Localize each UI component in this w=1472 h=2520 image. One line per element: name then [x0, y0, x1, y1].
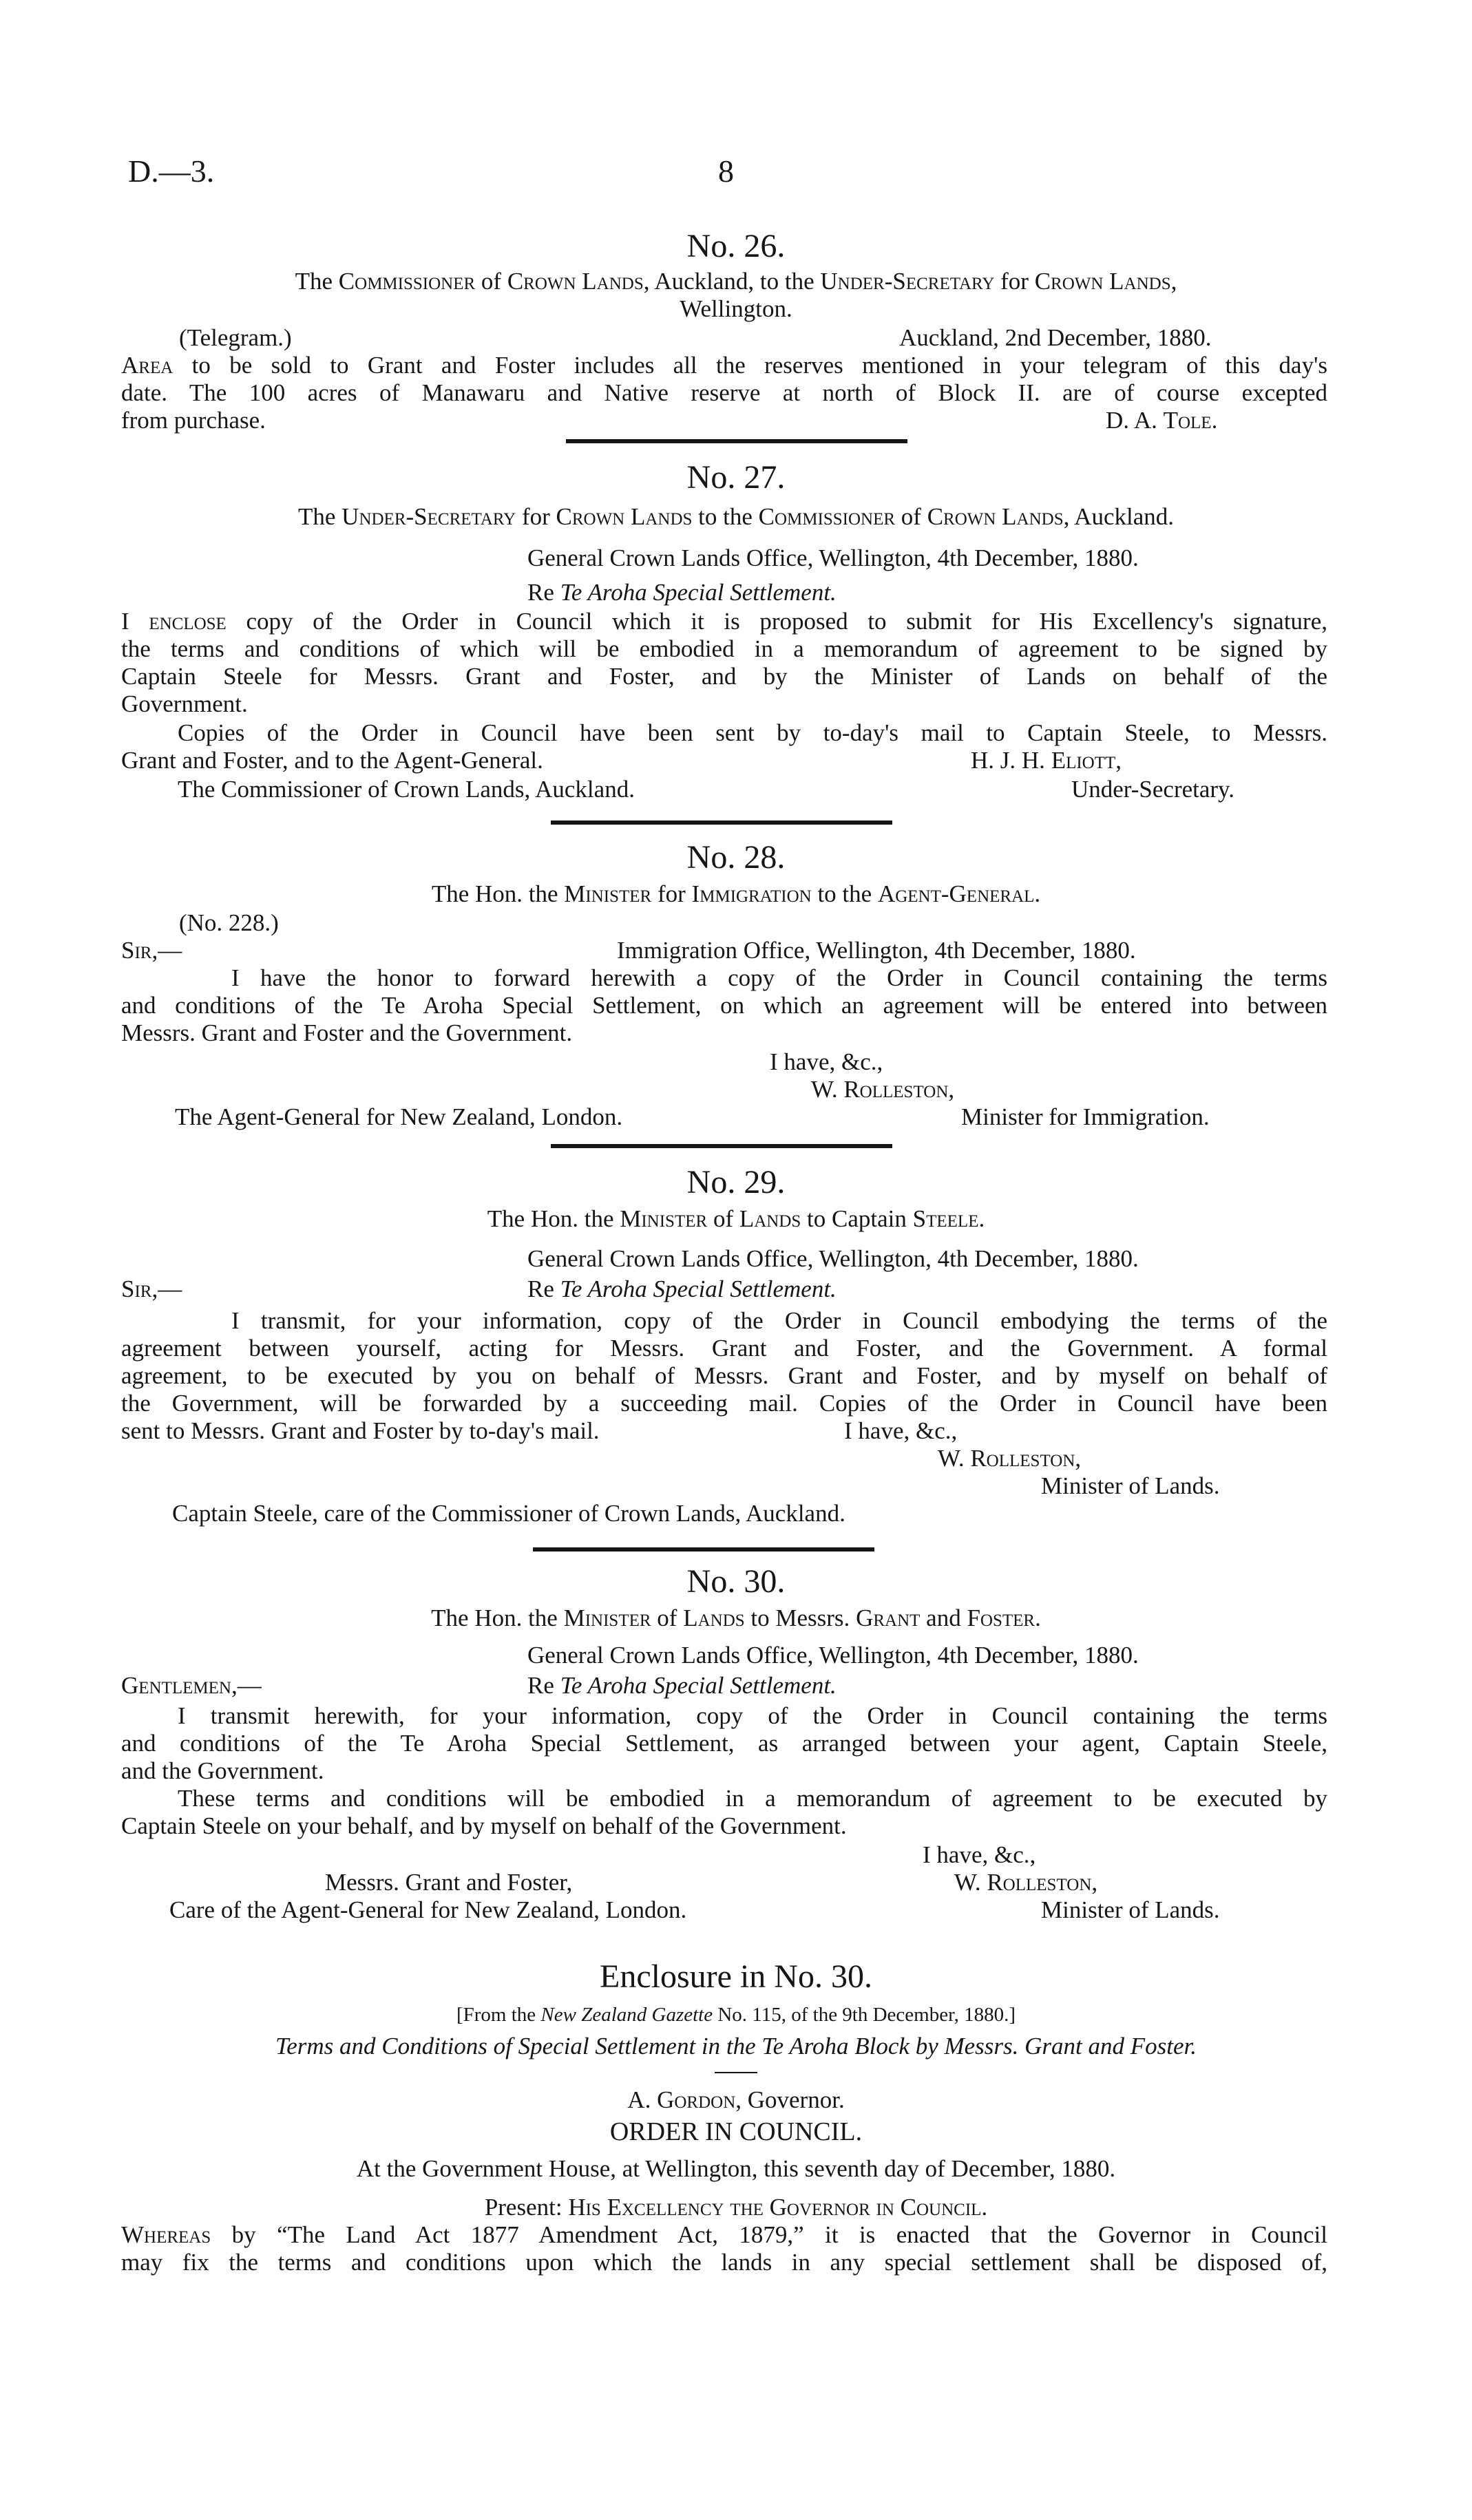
heading-no-27: No. 27. [686, 459, 786, 496]
short-divider [715, 2072, 757, 2073]
no30-body-line: I transmit herewith, for your information, copy of the Order in Council containing the terms [178, 1702, 1327, 1729]
heading-no-28: No. 28. [686, 839, 786, 876]
no29-place-date: General Crown Lands Office, Wellington, 4th December, 1880. [527, 1245, 1139, 1272]
no29-re-line: Re Te Aroha Special Settlement. [527, 1275, 837, 1302]
no30-addressee-line2: Care of the Agent-General for New Zealand, London. [169, 1896, 687, 1923]
no28-body-line: and conditions of the Te Aroha Special Settlement, on which an agreement will be entered into between [121, 992, 1327, 1019]
no27-body-line: Government. [121, 690, 248, 717]
no27-body-line: the terms and conditions of which will be embodied in a memorandum of agreement to be signed by [121, 635, 1327, 662]
no30-body-line: and the Government. [121, 1757, 324, 1784]
no27-body-line: Grant and Foster, and to the Agent-General. [121, 747, 543, 774]
no30-title: The Hon. the Minister of Lands to Messrs. Grant and Foster. [431, 1605, 1041, 1631]
no26-telegram-label: (Telegram.) [179, 324, 292, 351]
no30-closing: I have, &c., [923, 1841, 1036, 1868]
no27-body-line: Captain Steele for Messrs. Grant and Foster, and by the Minister of Lands on behalf of the [121, 663, 1327, 690]
heading-no-29: No. 29. [686, 1164, 786, 1200]
enclosure-body-line: may fix the terms and conditions upon which the lands in any special settlement shall be disposed of, [121, 2249, 1327, 2276]
no29-body-line: sent to Messrs. Grant and Foster by to-day's mail. [121, 1417, 600, 1444]
no26-body-line: from purchase. [121, 407, 266, 434]
no29-signature-title: Minister of Lands. [1041, 1472, 1220, 1499]
heading-no-26: No. 26. [686, 228, 786, 264]
no26-signature: D. A. Tole. [1106, 407, 1218, 434]
no28-addressee: The Agent-General for New Zealand, London. [175, 1103, 623, 1130]
enclosure-body-line: Whereas by “The Land Act 1877 Amendment Act, 1879,” it is enacted that the Governor in Council [121, 2221, 1327, 2248]
no27-title: The Under-Secretary for Crown Lands to the Commissioner of Crown Lands, Auckland. [298, 503, 1174, 530]
no26-title: The Commissioner of Crown Lands, Auckland, to the Under-Secretary for Crown Lands, [295, 268, 1177, 295]
no27-re-line: Re Te Aroha Special Settlement. [527, 579, 837, 606]
no30-addressee: Messrs. Grant and Foster, [325, 1869, 573, 1896]
no29-title: The Hon. the Minister of Lands to Captain Steele. [487, 1205, 985, 1232]
section-divider [533, 1547, 874, 1552]
no28-place-date: Immigration Office, Wellington, 4th December, 1880. [617, 937, 1136, 964]
enclosure-governor: A. Gordon, Governor. [627, 2086, 845, 2113]
no28-number: (No. 228.) [179, 909, 279, 936]
no27-place-date: General Crown Lands Office, Wellington, 4th December, 1880. [527, 544, 1139, 571]
no30-salutation: Gentlemen,— [121, 1672, 262, 1699]
no27-signature: H. J. H. Eliott, [971, 747, 1122, 774]
no27-addressee: The Commissioner of Crown Lands, Auckland. [178, 776, 635, 803]
no26-body-line: date. The 100 acres of Manawaru and Native reserve at north of Block II. are of course excepted [121, 379, 1327, 406]
no28-signature: W. Rolleston, [811, 1076, 955, 1103]
no27-body-line: Copies of the Order in Council have been sent by to-day's mail to Captain Steele, to Messrs. [178, 719, 1327, 746]
no29-body-line: I transmit, for your information, copy of the Order in Council embodying the terms of the [231, 1307, 1327, 1334]
no27-signature-title: Under-Secretary. [1071, 776, 1235, 803]
no28-body-line: Messrs. Grant and Foster and the Government. [121, 1019, 573, 1046]
no28-title: The Hon. the Minister for Immigration to the Agent-General. [431, 880, 1041, 907]
enclosure-terms-title: Terms and Conditions of Special Settlement in the Te Aroha Block by Messrs. Grant and Foster. [275, 2033, 1197, 2060]
page-number: 8 [718, 153, 734, 189]
no30-body-line: Captain Steele on your behalf, and by myself on behalf of the Government. [121, 1812, 847, 1839]
no27-body-line: I enclose copy of the Order in Council which it is proposed to submit for His Excellency's signature, [121, 608, 1328, 635]
heading-enclosure: Enclosure in No. 30. [600, 1958, 872, 1995]
no28-closing: I have, &c., [770, 1048, 883, 1075]
no29-signature: W. Rolleston, [938, 1445, 1082, 1472]
no26-place-date: Auckland, 2nd December, 1880. [899, 324, 1212, 351]
no26-title-line2: Wellington. [680, 295, 792, 322]
no30-signature-title: Minister of Lands. [1041, 1896, 1220, 1923]
enclosure-source: [From the New Zealand Gazette No. 115, of the 9th December, 1880.] [456, 2004, 1016, 2026]
no28-salutation: Sir,— [121, 937, 182, 964]
enclosure-location-date: At the Government House, at Wellington, this seventh day of December, 1880. [356, 2155, 1116, 2182]
enclosure-present: Present: His Excellency the Governor in Council. [484, 2194, 988, 2221]
section-divider [566, 439, 907, 443]
no29-addressee: Captain Steele, care of the Commissioner of Crown Lands, Auckland. [172, 1500, 845, 1527]
no30-signature: W. Rolleston, [954, 1869, 1098, 1896]
no29-closing: I have, &c., [844, 1417, 958, 1444]
no30-body-line: and conditions of the Te Aroha Special Settlement, as arranged between your agent, Captain Steele, [121, 1730, 1327, 1757]
no28-body-line: I have the honor to forward herewith a copy of the Order in Council containing the terms [231, 964, 1327, 991]
no29-body-line: agreement, to be executed by you on behalf of Messrs. Grant and Foster, and by myself on behalf of [121, 1362, 1327, 1389]
no26-body-line: Area to be sold to Grant and Foster includes all the reserves mentioned in your telegram of this day's [121, 352, 1327, 379]
no30-body-line: These terms and conditions will be embodied in a memorandum of agreement to be executed by [178, 1785, 1327, 1812]
no30-place-date: General Crown Lands Office, Wellington, 4th December, 1880. [527, 1642, 1139, 1669]
enclosure-order-title: ORDER IN COUNCIL. [609, 2117, 863, 2146]
no28-signature-title: Minister for Immigration. [961, 1103, 1210, 1130]
heading-no-30: No. 30. [686, 1563, 786, 1600]
no29-salutation: Sir,— [121, 1275, 182, 1302]
section-divider [551, 1144, 892, 1148]
no29-body-line: agreement between yourself, acting for Messrs. Grant and Foster, and the Government. A formal [121, 1335, 1327, 1362]
document-reference: D.—3. [128, 153, 215, 189]
no30-re-line: Re Te Aroha Special Settlement. [527, 1672, 837, 1699]
no29-body-line: the Government, will be forwarded by a succeeding mail. Copies of the Order in Council have been [121, 1390, 1327, 1417]
section-divider [551, 820, 892, 825]
